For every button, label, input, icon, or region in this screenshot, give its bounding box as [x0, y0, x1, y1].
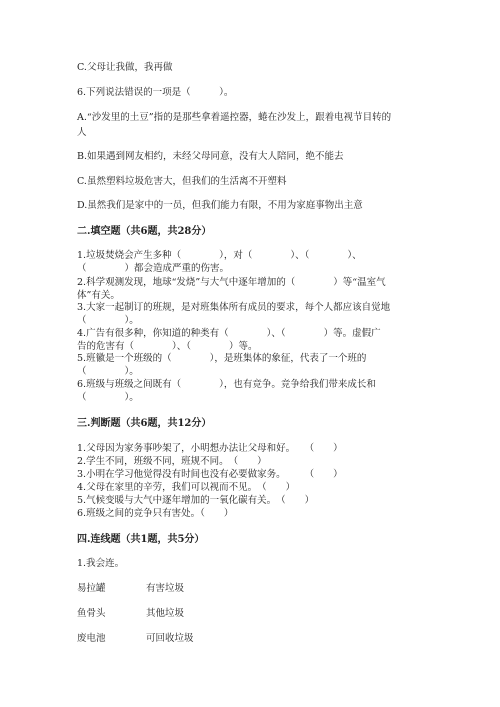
- q6-option-a-line2: 人: [77, 127, 87, 138]
- judge-line: 3.小明在学习他觉得没有时间也没有必要做家务。 （ ）: [77, 469, 343, 480]
- fill-line: 1.垃圾焚烧会产生多种（ ），对（ ）、（ ）、: [77, 250, 362, 261]
- fill-line: （ ）。: [77, 366, 139, 377]
- fill-line: 5.班徽是一个班级的（ ），是班集体的象征，代表了一个班的: [77, 353, 367, 364]
- match-left-item: 鱼骨头: [77, 608, 106, 619]
- section2-heading: 二.填空题（共6题，共28分）: [77, 226, 212, 237]
- judge-line: 6.班级之间的竞争只有害处。（ ）: [77, 508, 234, 519]
- fill-line: 体”有关。: [77, 290, 120, 301]
- section4-heading: 四.连线题（共1题，共5分）: [77, 534, 205, 545]
- fill-line: （ ）。: [77, 392, 139, 403]
- fill-line: 6.班级与班级之间既有（ ），也有竞争。竞争给我们带来成长和: [77, 379, 376, 390]
- q6-option-d: D.虽然我们是家中的一员，但我们能力有限，不用为家庭事物出主意: [77, 200, 363, 211]
- fill-line: （ ）。: [77, 315, 139, 326]
- q6-option-a-line1: A.“沙发里的土豆”指的是那些拿着遥控器，蜷在沙发上，跟着电视节目转的: [77, 112, 392, 123]
- fill-line: 告的危害有（ ）、（ ）等。: [77, 341, 258, 352]
- judge-line: 5.气候变暖与大气中逐年增加的一氧化碳有关。 （ ）: [77, 495, 315, 506]
- q6-option-c: C.虽然塑料垃圾危害大，但我们的生活离不开塑料: [77, 176, 287, 187]
- match-left-item: 废电池: [77, 633, 106, 644]
- q6-option-b: B.如果遇到网友相约，未经父母同意，没有大人陪同，绝不能去: [77, 151, 344, 162]
- fill-line: 4.广告有很多种，你知道的种类有（ ）、（ ）等。虚假广: [77, 328, 381, 339]
- match-right-item: 其他垃圾: [146, 608, 185, 619]
- judge-line: 1.父母因为家务事吵架了，小明想办法让父母和好。 （ ）: [77, 443, 343, 454]
- match-right-item: 有害垃圾: [146, 583, 185, 594]
- q5-option-c: C.父母让我做，我再做: [77, 62, 173, 73]
- q6-stem: 6.下列说法错误的一项是（ ）。: [77, 87, 234, 98]
- match-question: 1.我会连。: [77, 558, 125, 569]
- judge-line: 4.父母在家里的辛劳，我们可以视而不见。 （ ）: [77, 482, 296, 493]
- fill-line: 3.大家一起制订的班规，是对班集体所有成员的要求，每个人都应该自觉地: [77, 302, 391, 313]
- match-right-item: 可回收垃圾: [146, 633, 194, 644]
- match-left-item: 易拉罐: [77, 583, 106, 594]
- judge-line: 2.学生不同，班级不同，班规不同。 （ ）: [77, 456, 267, 467]
- fill-line: （ ）都会造成严重的伤害。: [77, 263, 230, 274]
- section3-heading: 三.判断题（共6题，共12分）: [77, 418, 212, 429]
- fill-line: 2.科学观测发现，地球“发烧”与大气中逐年增加的（ ）等“温室气: [77, 277, 386, 288]
